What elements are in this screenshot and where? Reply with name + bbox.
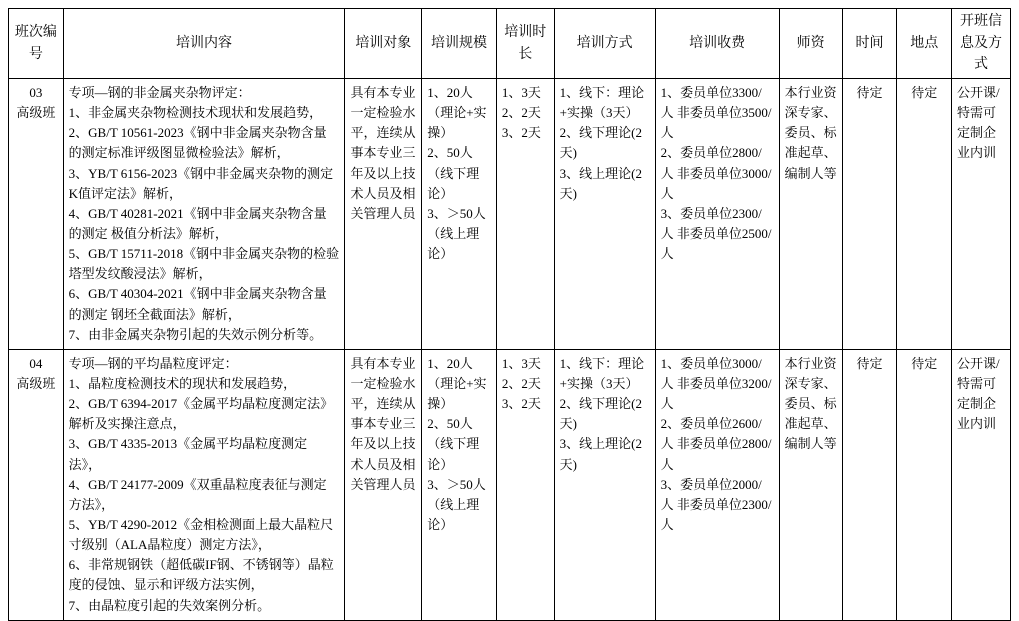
method-line: 1、线下：理论+实操（3天） [559,355,645,392]
cell-training-scale [422,79,497,350]
cell-training-fee [655,79,779,350]
cell-place: 待定 [897,79,952,350]
cell-open-info: 公开课/特需可定制企业内训 [952,79,1011,350]
scale-line: 3、＞50人（线上理论） [427,205,486,262]
scale-line: 2、50人（线下理论） [427,416,480,472]
fee-line: 3、委员单位2000/人 非委员单位2300/人 [660,476,772,533]
duration-line: 2、2天 [501,105,541,121]
content-line: 4、GB/T 24177-2009《双重晶粒度表征与测定方法》， [68,476,327,512]
cell-training-duration [496,349,554,620]
content-line: 5、YB/T 4290-2012《金相检测面上最大晶粒尺寸级别（ALA晶粒度）测定方法》， [68,517,334,553]
method-line: 2、线下理论(2天) [559,125,642,161]
table-body [9,79,1011,621]
content-line: 2、GB/T 10561-2023《钢中非金属夹杂物含量的测定标准评级图显微检验法》解析， [68,125,327,161]
class-code-number: 03 [29,85,43,101]
cell-training-method [554,349,655,620]
content-line: 7、由非金属夹杂物引起的失效示例分析等。 [68,326,323,342]
cell-time: 待定 [842,79,897,350]
content-line: 3、GB/T 4335-2013《金属平均晶粒度测定法》， [68,436,308,472]
header-class-code: 班次编号 [9,9,64,79]
duration-line: 1、3天 [501,85,541,101]
content-line: 6、非常规钢铁（超低碳IF钢、不锈钢等）晶粒度的侵蚀、显示和评级方法实例， [68,557,334,593]
cell-training-method [554,79,655,350]
duration-line: 3、2天 [501,125,541,141]
cell-training-object: 具有本专业一定检验水平，连续从事本专业三年及以上技术人员及相关管理人员 [345,79,422,350]
content-line: 2、GB/T 6394-2017《金属平均晶粒度测定法》解析及实操注意点， [68,396,334,432]
fee-line: 1、委员单位3000/人 非委员单位3200/人 [660,355,772,412]
content-line: 1、非金属夹杂物检测技术现状和发展趋势， [68,105,323,121]
header-training-fee: 培训收费 [655,9,779,79]
method-line: 1、线下：理论+实操（3天） [559,85,645,121]
header-teachers: 师资 [779,9,842,79]
table-row [9,349,1011,620]
header-training-method: 培训方式 [554,9,655,79]
scale-line: 2、50人（线下理论） [427,145,480,201]
cell-open-info: 公开课/特需可定制企业内训 [952,349,1011,620]
content-line: 7、由晶粒度引起的失效案例分析。 [68,597,271,613]
header-training-duration: 培训时长 [496,9,554,79]
class-code-number: 04 [29,355,43,371]
cell-place: 待定 [897,349,952,620]
cell-training-content [63,349,345,620]
duration-line: 2、2天 [501,376,541,392]
cell-teachers: 本行业资深专家、委员、标准起草、编制人等 [779,349,842,620]
content-line: 5、GB/T 15711-2018《钢中非金属夹杂物的检验 塔型发纹酸浸法》解析， [68,246,340,282]
cell-time: 待定 [842,349,897,620]
method-line: 2、线下理论(2天) [559,396,642,432]
cell-training-content [63,79,345,350]
duration-line: 3、2天 [501,396,541,412]
fee-line: 1、委员单位3300/人 非委员单位3500/人 [660,85,772,141]
cell-training-duration [496,79,554,350]
header-place: 地点 [897,9,952,79]
scale-line: 1、20人（理论+实操） [427,85,487,141]
table-header-row [9,9,1011,79]
cell-training-fee [655,349,779,620]
duration-line: 1、3天 [501,355,541,371]
content-line: 专项—钢的平均晶粒度评定： [68,355,238,371]
method-line: 3、线上理论(2天) [559,436,642,472]
content-line: 4、GB/T 40281-2021《钢中非金属夹杂物含量的测定 极值分析法》解析， [68,205,327,242]
cell-class-code [9,79,64,350]
header-training-scale: 培训规模 [422,9,497,79]
fee-line: 3、委员单位2300/人 非委员单位2500/人 [660,205,772,262]
header-time: 时间 [842,9,897,79]
fee-line: 2、委员单位2600/人 非委员单位2800/人 [660,416,772,472]
header-training-content: 培训内容 [63,9,345,79]
scale-line: 1、20人（理论+实操） [427,355,487,412]
method-line: 3、线上理论(2天) [559,165,642,201]
cell-teachers: 本行业资深专家、委员、标准起草、编制人等 [779,79,842,350]
scale-line: 3、＞50人（线上理论） [427,476,486,533]
cell-training-object: 具有本专业一定检验水平，连续从事本专业三年及以上技术人员及相关管理人员 [345,349,422,620]
content-line: 3、YB/T 6156-2023《钢中非金属夹杂物的测定 K值评定法》解析， [68,165,334,201]
class-code-level: 高级班 [16,105,56,121]
header-training-object: 培训对象 [345,9,422,79]
content-line: 专项—钢的非金属夹杂物评定： [68,85,251,101]
content-line: 1、晶粒度检测技术的现状和发展趋势， [68,376,297,392]
content-line: 6、GB/T 40304-2021《钢中非金属夹杂物含量的测定 钢坯全截面法》解析， [68,286,327,322]
cell-class-code [9,349,64,620]
cell-training-scale [422,349,497,620]
table-row [9,79,1011,350]
class-code-level: 高级班 [16,376,56,392]
header-open-info: 开班信息及方式 [952,9,1011,79]
training-course-table [8,8,1011,621]
fee-line: 2、委员单位2800/人 非委员单位3000/人 [660,145,772,201]
